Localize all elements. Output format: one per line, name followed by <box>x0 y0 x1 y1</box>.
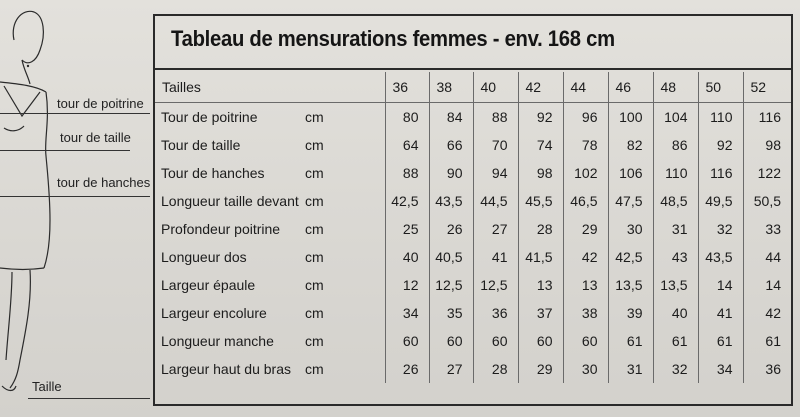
measurement-value: 94 <box>473 159 518 187</box>
size-label: Taille <box>32 379 62 394</box>
measurement-value: 92 <box>698 131 743 159</box>
table-row <box>155 215 791 243</box>
measurement-unit: cm <box>305 221 324 237</box>
measurement-value: 26 <box>429 215 473 243</box>
measurement-value: 41,5 <box>518 243 563 271</box>
measurement-value: 39 <box>608 299 653 327</box>
measurement-value: 102 <box>563 159 608 187</box>
size-col-header: 42 <box>518 72 563 103</box>
title-divider <box>155 68 791 70</box>
size-col-header: 52 <box>743 72 791 103</box>
measurement-value: 36 <box>743 355 791 383</box>
measurement-name: Largeur encolure <box>161 305 267 321</box>
measurement-value: 31 <box>608 355 653 383</box>
measurement-value: 110 <box>653 159 698 187</box>
measurement-value: 90 <box>429 159 473 187</box>
size-col-header: 40 <box>473 72 518 103</box>
table-row <box>155 187 791 215</box>
measurement-value: 37 <box>518 299 563 327</box>
measurement-value: 66 <box>429 131 473 159</box>
measurement-value: 33 <box>743 215 791 243</box>
measurement-unit: cm <box>305 305 324 321</box>
chest-label: tour de poitrine <box>57 96 144 111</box>
measurement-value: 82 <box>608 131 653 159</box>
measurement-name: Tour de taille <box>161 137 241 153</box>
measurement-value: 14 <box>743 271 791 299</box>
measurement-value: 60 <box>429 327 473 355</box>
measurement-value: 98 <box>743 131 791 159</box>
measurement-value: 26 <box>385 355 429 383</box>
measurement-value: 12,5 <box>429 271 473 299</box>
measurement-name: Longueur dos <box>161 249 247 265</box>
size-col-header: 48 <box>653 72 698 103</box>
measurement-value: 84 <box>429 103 473 132</box>
size-header-row <box>155 72 791 103</box>
size-col-header: 50 <box>698 72 743 103</box>
measurement-value: 29 <box>518 355 563 383</box>
measurement-name: Longueur taille devant <box>161 193 299 209</box>
measurement-unit: cm <box>305 165 324 181</box>
measurement-value: 31 <box>653 215 698 243</box>
measurement-value: 60 <box>518 327 563 355</box>
measurement-value: 30 <box>563 355 608 383</box>
measurement-value: 64 <box>385 131 429 159</box>
hips-label: tour de hanches <box>57 175 151 190</box>
measurement-unit: cm <box>305 361 324 377</box>
measurement-value: 96 <box>563 103 608 132</box>
measurement-table-frame <box>153 14 793 406</box>
measurement-value: 88 <box>473 103 518 132</box>
waist-measure-line <box>0 150 130 151</box>
measurement-value: 13,5 <box>608 271 653 299</box>
measurement-value: 25 <box>385 215 429 243</box>
measurement-value: 32 <box>653 355 698 383</box>
measurement-value: 60 <box>385 327 429 355</box>
measurement-value: 41 <box>698 299 743 327</box>
measurement-value: 12,5 <box>473 271 518 299</box>
woman-silhouette-drawing <box>0 0 150 417</box>
measurement-value: 32 <box>698 215 743 243</box>
measurement-value: 49,5 <box>698 187 743 215</box>
measurement-value: 47,5 <box>608 187 653 215</box>
table-row <box>155 243 791 271</box>
measurement-value: 13 <box>518 271 563 299</box>
measurement-value: 61 <box>653 327 698 355</box>
chest-measure-line <box>0 113 150 114</box>
measurement-value: 44 <box>743 243 791 271</box>
measurement-unit: cm <box>305 137 324 153</box>
measurement-value: 46,5 <box>563 187 608 215</box>
size-col-header: 46 <box>608 72 653 103</box>
measurement-value: 13 <box>563 271 608 299</box>
measurement-value: 106 <box>608 159 653 187</box>
size-col-header: 44 <box>563 72 608 103</box>
measurement-value: 42,5 <box>608 243 653 271</box>
measurement-value: 43,5 <box>429 187 473 215</box>
measurement-unit: cm <box>305 277 324 293</box>
table-row <box>155 355 791 383</box>
measurement-name: Tour de poitrine <box>161 109 258 125</box>
measurement-value: 27 <box>473 215 518 243</box>
table-row <box>155 159 791 187</box>
measurement-value: 14 <box>698 271 743 299</box>
measurement-value: 35 <box>429 299 473 327</box>
measurement-name: Tour de hanches <box>161 165 265 181</box>
measurement-value: 100 <box>608 103 653 132</box>
measurement-value: 12 <box>385 271 429 299</box>
measurement-name: Largeur épaule <box>161 277 256 293</box>
table-row <box>155 299 791 327</box>
measurement-value: 122 <box>743 159 791 187</box>
measurement-value: 28 <box>518 215 563 243</box>
measurement-value: 13,5 <box>653 271 698 299</box>
measurement-table <box>155 72 791 383</box>
measurement-value: 34 <box>385 299 429 327</box>
hips-measure-line <box>0 196 150 197</box>
measurement-unit: cm <box>305 109 324 125</box>
measurement-value: 110 <box>698 103 743 132</box>
measurement-value: 43,5 <box>698 243 743 271</box>
measurement-value: 60 <box>473 327 518 355</box>
measurement-value: 36 <box>473 299 518 327</box>
measurement-value: 74 <box>518 131 563 159</box>
measurement-value: 27 <box>429 355 473 383</box>
measurement-value: 34 <box>698 355 743 383</box>
measurement-value: 61 <box>743 327 791 355</box>
measurement-value: 30 <box>608 215 653 243</box>
measurement-unit: cm <box>305 333 324 349</box>
measurement-value: 60 <box>563 327 608 355</box>
measurement-value: 80 <box>385 103 429 132</box>
measurement-value: 41 <box>473 243 518 271</box>
table-row <box>155 131 791 159</box>
measurement-value: 50,5 <box>743 187 791 215</box>
measurement-value: 29 <box>563 215 608 243</box>
measurement-value: 70 <box>473 131 518 159</box>
measurement-value: 92 <box>518 103 563 132</box>
size-measure-line <box>28 398 150 399</box>
measurement-value: 42 <box>743 299 791 327</box>
measurement-value: 40 <box>385 243 429 271</box>
measurement-value: 42 <box>563 243 608 271</box>
measurement-name: Largeur haut du bras <box>161 361 291 377</box>
size-col-header: 36 <box>385 72 429 103</box>
measurement-value: 43 <box>653 243 698 271</box>
measurement-value: 48,5 <box>653 187 698 215</box>
measurement-value: 42,5 <box>385 187 429 215</box>
size-header: Tailles <box>155 72 385 103</box>
figure-illustration <box>0 0 150 417</box>
measurement-unit: cm <box>305 193 324 209</box>
measurement-value: 78 <box>563 131 608 159</box>
measurement-value: 40,5 <box>429 243 473 271</box>
measurement-value: 86 <box>653 131 698 159</box>
measurement-name: Profondeur poitrine <box>161 221 281 237</box>
measurement-value: 116 <box>743 103 791 132</box>
table-row <box>155 271 791 299</box>
measurement-rows <box>155 103 791 384</box>
measurement-unit: cm <box>305 249 324 265</box>
measurement-name: Longueur manche <box>161 333 274 349</box>
measurement-value: 38 <box>563 299 608 327</box>
measurement-value: 45,5 <box>518 187 563 215</box>
size-col-header: 38 <box>429 72 473 103</box>
measurement-value: 28 <box>473 355 518 383</box>
table-row <box>155 103 791 132</box>
measurement-value: 40 <box>653 299 698 327</box>
measurement-value: 116 <box>698 159 743 187</box>
waist-label: tour de taille <box>60 130 131 145</box>
measurement-value: 98 <box>518 159 563 187</box>
measurement-value: 61 <box>608 327 653 355</box>
measurement-value: 44,5 <box>473 187 518 215</box>
measurement-value: 88 <box>385 159 429 187</box>
measurement-value: 104 <box>653 103 698 132</box>
table-title: Tableau de mensurations femmes - env. 168 cm <box>171 26 615 51</box>
measurement-value: 61 <box>698 327 743 355</box>
table-row <box>155 327 791 355</box>
